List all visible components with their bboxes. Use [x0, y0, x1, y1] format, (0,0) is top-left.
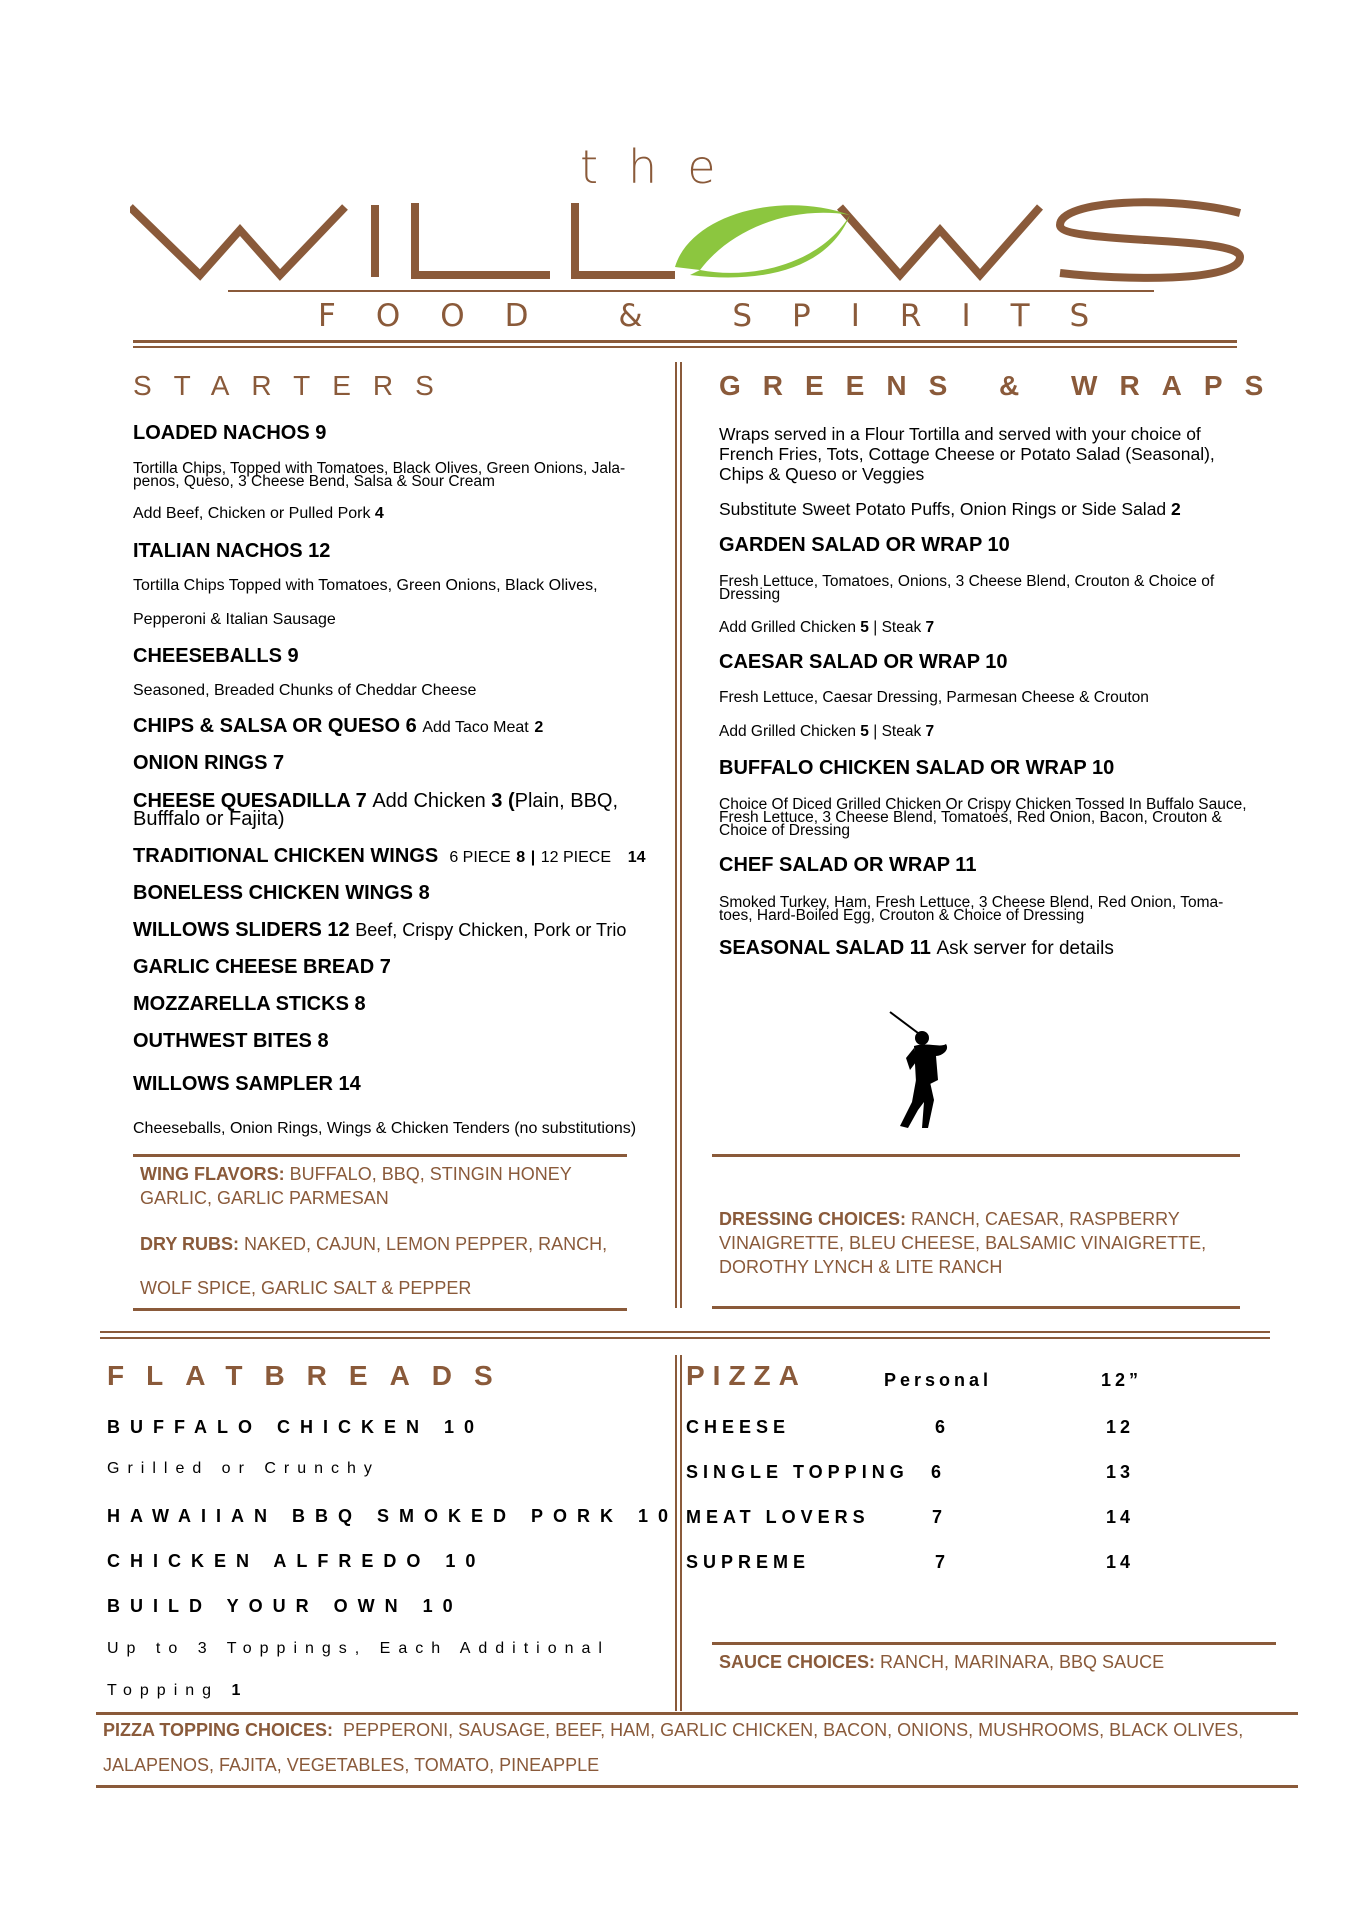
pizza-row-name: SINGLE TOPPING	[686, 1462, 909, 1482]
buffalo-desc-1: Choice Of Diced Grilled Chicken Or Crispy Chicken Tossed In Buffalo Sauce,	[719, 796, 1247, 813]
flatbreads-title: FLATBREADS	[107, 1360, 515, 1391]
loaded-nachos-desc-2: penos, Queso, 3 Cheese Bend, Salsa & Sour Cream	[133, 473, 495, 490]
pizza-row-name: MEAT LOVERS	[686, 1507, 870, 1527]
golfer-silhouette-icon	[888, 1010, 958, 1130]
pizza-row-p1: 7	[932, 1507, 953, 1527]
item-traditional-wings: TRADITIONAL CHICKEN WINGS 6 PIECE 8 | 12 PIECE 14	[133, 845, 646, 867]
pizza-title: PIZZA	[686, 1360, 807, 1391]
item-cheeseballs: CHEESEBALLS 9	[133, 645, 299, 667]
item-mozzarella-sticks: MOZZARELLA STICKS 8	[133, 993, 366, 1015]
build-desc-1: Up to 3 Toppings, Each Additional	[107, 1640, 610, 1657]
dressing-choices: DRESSING CHOICES: RANCH, CAESAR, RASPBERRY	[719, 1209, 1180, 1229]
pizza-row-name: CHEESE	[686, 1417, 791, 1437]
dressing-choices-2: VINAIGRETTE, BLEU CHEESE, BALSAMIC VINAIGRETTE,	[719, 1233, 1207, 1253]
pizza-row-p2: 13	[1106, 1462, 1135, 1482]
italian-nachos-desc-1: Tortilla Chips Topped with Tomatoes, Green Onions, Black Olives,	[133, 577, 598, 594]
item-seasonal-salad: SEASONAL SALAD 11 Ask server for details	[719, 937, 1114, 959]
toppings-box-top	[96, 1712, 1298, 1715]
sauce-box-top	[712, 1642, 1276, 1645]
header-divider	[228, 290, 1154, 292]
loaded-nachos-desc-1: Tortilla Chips, Topped with Tomatoes, Black Olives, Green Onions, Jala-	[133, 460, 626, 477]
pizza-topping-choices-2: JALAPENOS, FAJITA, VEGETABLES, TOMATO, PINEAPPLE	[103, 1755, 600, 1775]
chef-desc-2: toes, Hard-Boiled Egg, Crouton & Choice of Dressing	[719, 907, 1085, 924]
greens-intro-1: Wraps served in a Flour Tortilla and served with your choice of	[719, 424, 1201, 444]
pizza-row-name: SUPREME	[686, 1552, 811, 1572]
logo	[130, 195, 1250, 290]
bottom-divider-2	[680, 1355, 682, 1711]
wing-box-top	[133, 1154, 627, 1157]
column-divider-1	[675, 362, 677, 1308]
item-cheese-quesadilla: CHEESE QUESADILLA 7 Add Chicken 3 (Plain, BBQ,	[133, 790, 619, 812]
dressing-box-bottom	[712, 1306, 1240, 1309]
item-buffalo-chicken-flatbread: BUFFALO CHICKEN 10	[107, 1417, 485, 1437]
wing-flavors: WING FLAVORS: BUFFALO, BBQ, STINGIN HONEY	[140, 1164, 572, 1184]
tagline: FOOD & SPIRITS	[318, 298, 1130, 334]
item-build-your-own: BUILD YOUR OWN 10	[107, 1596, 463, 1616]
top-rule-2	[133, 346, 1237, 348]
dry-rubs: DRY RUBS: NAKED, CAJUN, LEMON PEPPER, RANCH,	[140, 1234, 608, 1254]
caesar-add: Add Grilled Chicken 5 | Steak 7	[719, 723, 935, 740]
garden-desc-2: Dressing	[719, 586, 781, 603]
item-onion-rings: ONION RINGS 7	[133, 752, 285, 774]
greens-intro-3: Chips & Queso or Veggies	[719, 464, 925, 484]
greens-intro-2: French Fries, Tots, Cottage Cheese or Potato Salad (Seasonal),	[719, 444, 1215, 464]
item-caesar-salad: CAESAR SALAD OR WRAP 10	[719, 651, 1008, 673]
garden-add: Add Grilled Chicken 5 | Steak 7	[719, 619, 935, 636]
cheeseballs-desc: Seasoned, Breaded Chunks of Cheddar Cheese	[133, 682, 477, 699]
wing-box-bottom	[133, 1308, 627, 1311]
willows-logo-graphic	[130, 195, 1250, 285]
sampler-desc: Cheeseballs, Onion Rings, Wings & Chicken Tenders (no substitutions)	[133, 1120, 637, 1137]
pizza-row-p2: 12	[1106, 1417, 1135, 1437]
dry-rubs-2: WOLF SPICE, GARLIC SALT & PEPPER	[140, 1278, 472, 1298]
item-hawaiian-bbq: HAWAIIAN BBQ SMOKED PORK 10	[107, 1506, 679, 1526]
top-rule-1	[133, 340, 1237, 343]
chef-desc-1: Smoked Turkey, Ham, Fresh Lettuce, 3 Cheese Blend, Red Onion, Toma-	[719, 894, 1224, 911]
bottom-divider-1	[675, 1355, 677, 1711]
starters-title: STARTERS	[133, 370, 456, 401]
sauce-choices: SAUCE CHOICES: RANCH, MARINARA, BBQ SAUCE	[719, 1652, 1165, 1672]
mid-rule-1	[100, 1331, 1270, 1333]
item-chef-salad: CHEF SALAD OR WRAP 11	[719, 854, 977, 876]
pizza-row-p2: 14	[1106, 1552, 1135, 1572]
pizza-row-p1: 6	[935, 1417, 956, 1437]
item-boneless-wings: BONELESS CHICKEN WINGS 8	[133, 882, 430, 904]
pizza-row-p1: 7	[935, 1552, 956, 1572]
loaded-nachos-add: Add Beef, Chicken or Pulled Pork 4	[133, 505, 384, 522]
caesar-desc: Fresh Lettuce, Caesar Dressing, Parmesan Cheese & Crouton	[719, 689, 1149, 706]
buffalo-flatbread-desc: Grilled or Crunchy	[107, 1460, 380, 1477]
item-willows-sampler: WILLOWS SAMPLER 14	[133, 1073, 361, 1095]
item-garden-salad: GARDEN SALAD OR WRAP 10	[719, 534, 1010, 556]
quesadilla-options: Bufffalo or Fajita)	[133, 808, 285, 830]
pizza-row-p2: 14	[1106, 1507, 1135, 1527]
buffalo-desc-2: Fresh Lettuce, 3 Cheese Blend, Tomatoes, Red Onion, Bacon, Crouton &	[719, 809, 1222, 826]
wing-flavors-2: GARLIC, GARLIC PARMESAN	[140, 1188, 389, 1208]
pizza-topping-choices: PIZZA TOPPING CHOICES: PEPPERONI, SAUSAGE, BEEF, HAM, GARLIC CHICKEN, BACON, ONIONS, MUSHROOMS, BLACK OLIVES,	[103, 1720, 1244, 1740]
dressing-choices-3: DOROTHY LYNCH & LITE RANCH	[719, 1257, 1003, 1277]
item-willows-sliders: WILLOWS SLIDERS 12 Beef, Crispy Chicken, Pork or Trio	[133, 919, 627, 941]
item-garlic-cheese-bread: GARLIC CHEESE BREAD 7	[133, 956, 391, 978]
italian-nachos-desc-2: Pepperoni & Italian Sausage	[133, 611, 336, 628]
item-italian-nachos: ITALIAN NACHOS 12	[133, 540, 331, 562]
pizza-col-personal: Personal	[884, 1370, 993, 1390]
build-desc-2: Topping 1	[107, 1682, 249, 1699]
mid-rule-2	[100, 1337, 1270, 1339]
dressing-box-top	[712, 1154, 1240, 1157]
pizza-row-p1: 6	[931, 1462, 952, 1482]
buffalo-desc-3: Choice of Dressing	[719, 822, 850, 839]
pizza-col-12: 12”	[1101, 1370, 1143, 1390]
item-southwest-bites: OUTHWEST BITES 8	[133, 1030, 329, 1052]
logo-the: the	[580, 140, 746, 194]
item-buffalo-salad: BUFFALO CHICKEN SALAD OR WRAP 10	[719, 757, 1115, 779]
toppings-box-bottom	[96, 1785, 1298, 1788]
greens-title: GREENS & WRAPS	[719, 370, 1286, 401]
greens-substitute: Substitute Sweet Potato Puffs, Onion Rings or Side Salad 2	[719, 499, 1181, 519]
column-divider-2	[680, 362, 682, 1308]
item-loaded-nachos: LOADED NACHOS 9	[133, 422, 327, 444]
item-chicken-alfredo: CHICKEN ALFREDO 10	[107, 1551, 486, 1571]
garden-desc-1: Fresh Lettuce, Tomatoes, Onions, 3 Cheese Blend, Crouton & Choice of	[719, 573, 1215, 590]
item-chips-salsa: CHIPS & SALSA OR QUESO 6 Add Taco Meat 2	[133, 715, 544, 737]
